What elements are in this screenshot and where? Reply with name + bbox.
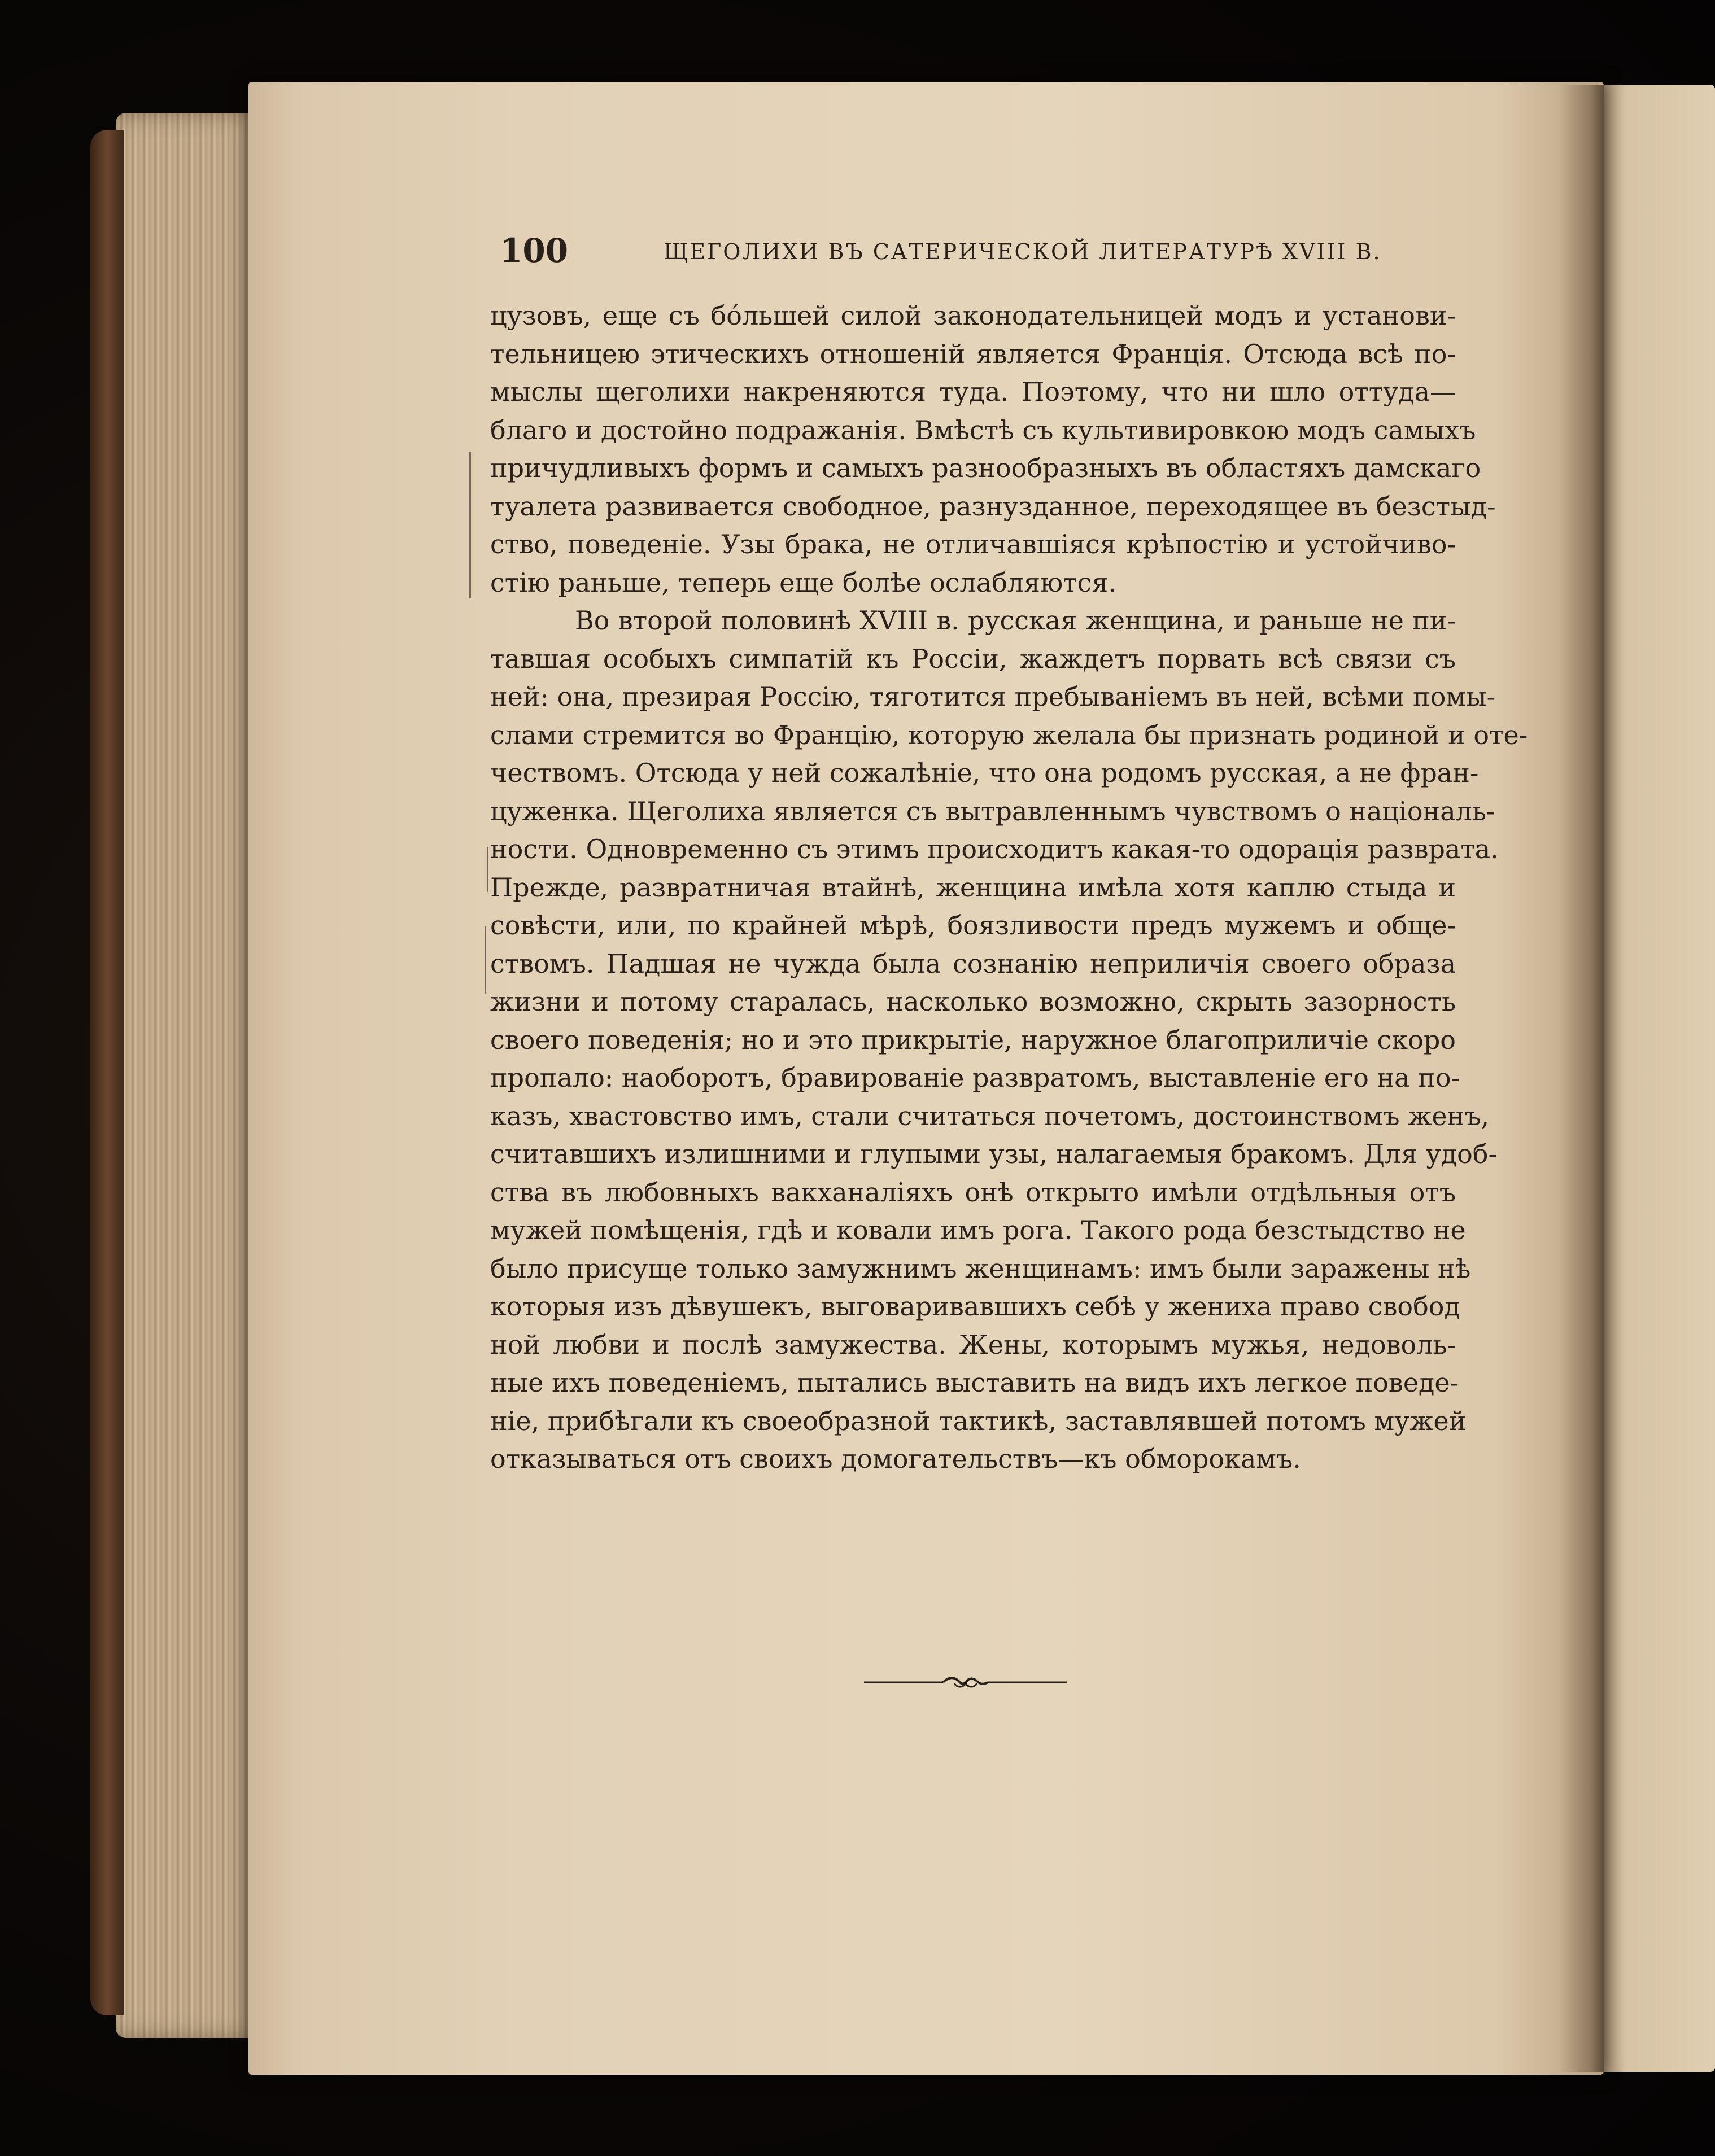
text-line: считавшихъ излишними и глупыми узы, налагаемыя бракомъ. Для удоб- <box>490 1139 1498 1169</box>
text-line: Во второй половинѣ XVIII в. русская женщина, и раньше не пи- <box>575 605 1456 636</box>
pencil-margin-mark <box>487 847 488 892</box>
ornament-divider <box>864 1671 1067 1694</box>
text-line: совѣсти, или, по крайней мѣрѣ, боязливости предъ мужемъ и обще- <box>490 910 1456 941</box>
text-line: причудливыхъ формъ и самыхъ разнообразныхъ въ областяхъ дамскаго <box>490 453 1481 483</box>
text-line: ніе, прибѣгали къ своеобразной тактикѣ, заставлявшей потомъ мужей <box>490 1405 1467 1436</box>
paragraph-1 <box>490 297 1496 602</box>
text-line: ной любви и послѣ замужества. Жены, которымъ мужья, недоволь- <box>490 1329 1456 1360</box>
text-line: цуженка. Щеголиха является съ вытравленнымъ чувствомъ о національ- <box>490 795 1495 826</box>
text-line: жизни и потому старалась, насколько возможно, скрыть зазорность <box>490 986 1456 1017</box>
text-line: которыя изъ дѣвушекъ, выговаривавшихъ себѣ у жениха право свобод <box>490 1291 1460 1322</box>
text-line: стію раньше, теперь еще болѣе ослабляются. <box>490 567 1117 598</box>
text-line: ство, поведеніе. Узы брака, не отличавшіяся крѣпостію и устойчиво- <box>490 529 1456 559</box>
text-line: ности. Одновременно съ этимъ происходитъ какая-то одорація разврата. <box>490 834 1499 864</box>
text-line: тавшая особыхъ симпатій къ Россіи, жаждетъ порвать всѣ связи съ <box>490 643 1456 674</box>
text-line: цузовъ, еще съ бóльшей силой законодательницей модъ и установи- <box>490 300 1456 331</box>
running-head: ЩЕГОЛИХИ ВЪ САТЕРИЧЕСКОЙ ЛИТЕРАТУРѢ XVIII В. <box>664 239 1382 264</box>
text-line: мужей помѣщенія, гдѣ и ковали имъ рога. Такого рода безстыдство не <box>490 1215 1466 1245</box>
next-page-edge <box>1595 85 1715 2072</box>
page-number: 100 <box>500 231 569 270</box>
page-gutter-shadow <box>1559 85 1604 2072</box>
text-line: пропало: наоборотъ, бравированіе развратомъ, выставленіе его на по- <box>490 1062 1460 1093</box>
text-line: было присуще только замужнимъ женщинамъ: имъ были заражены нѣ <box>490 1253 1471 1284</box>
text-line: казъ, хвастовство имъ, стали считаться почетомъ, достоинствомъ женъ, <box>490 1100 1490 1131</box>
text-line: Прежде, развратничая втайнѣ, женщина имѣла хотя каплю стыда и <box>490 872 1456 903</box>
text-line: ствомъ. Падшая не чужда была сознанію неприличія своего образа <box>490 948 1456 979</box>
text-line: тельницею этическихъ отношеній является Франція. Отсюда всѣ по- <box>490 338 1456 369</box>
page-header <box>500 231 1460 277</box>
text-line: ные ихъ поведеніемъ, пытались выставить на видъ ихъ легкое поведе- <box>490 1367 1459 1398</box>
text-line: отказываться отъ своихъ домогательствъ—къ обморокамъ. <box>490 1444 1301 1474</box>
text-line: чествомъ. Отсюда у ней сожалѣніе, что она родомъ русская, а не фран- <box>490 758 1479 788</box>
pencil-margin-mark <box>469 452 471 598</box>
text-line: своего поведенія; но и это прикрытіе, наружное благоприличіе скоро <box>490 1024 1456 1055</box>
text-line: слами стремится во Францію, которую желала бы признать родиной и оте- <box>490 719 1528 750</box>
paragraph-2 <box>490 602 1528 1479</box>
pencil-margin-mark <box>485 926 486 994</box>
left-page-edges <box>116 113 263 2038</box>
text-line: ства въ любовныхъ вакханаліяхъ онѣ открыто имѣли отдѣльныя отъ <box>490 1177 1456 1208</box>
text-line: туалета развивается свободное, разнузданное, переходящее въ безстыд- <box>490 491 1496 522</box>
text-line: ней: она, презирая Россію, тяготится пребываніемъ въ ней, всѣми помы- <box>490 681 1496 712</box>
text-line: мыслы щеголихи накреняются туда. Поэтому, что ни шло оттуда— <box>490 377 1456 407</box>
text-line: благо и достойно подражанія. Вмѣстѣ съ культивировкою модъ самыхъ <box>490 414 1476 445</box>
body-text <box>490 297 1528 1479</box>
